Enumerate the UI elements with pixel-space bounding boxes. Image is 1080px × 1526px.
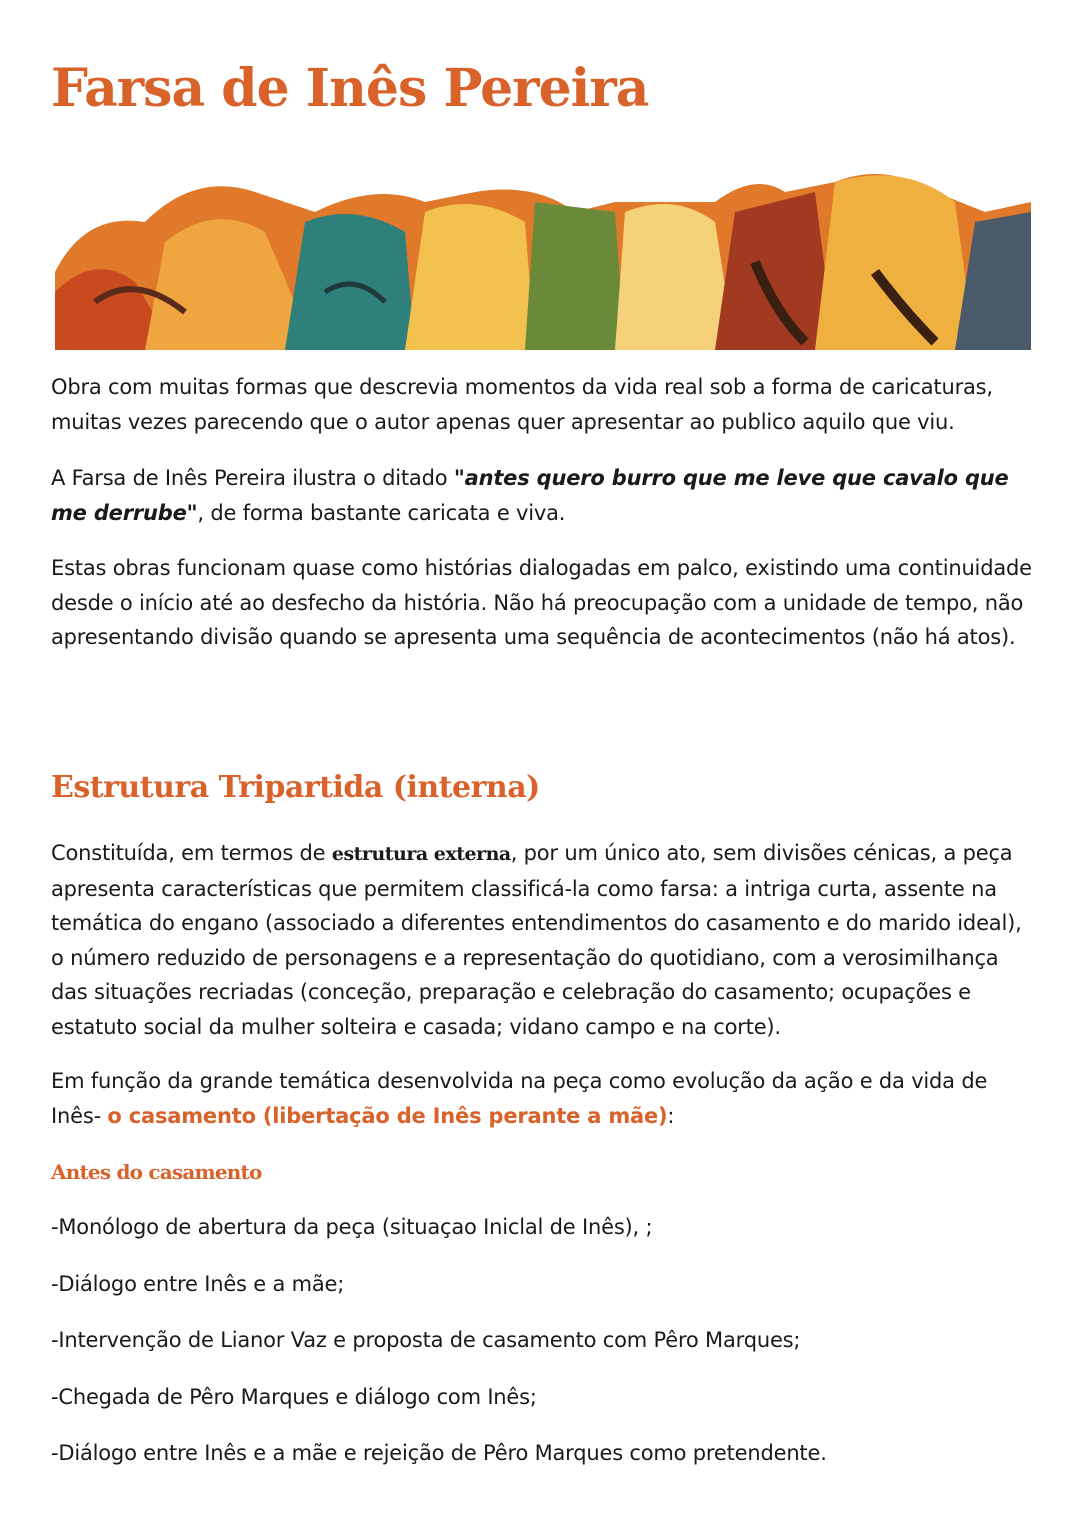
- list-item: -Diálogo entre Inês e a mãe e rejeição de Pêro Marques como pretendente.: [51, 1441, 827, 1465]
- p2-text: A Farsa de Inês Pereira ilustra o ditado: [51, 466, 454, 490]
- s2-text: Em função da grande temática desenvolvida na peça como evolução da ação e da vida de Inês-: [51, 1069, 988, 1128]
- section-paragraph-2: [51, 1064, 1036, 1133]
- s2-text-end: :: [667, 1103, 675, 1128]
- highlight-text: o casamento (libertação de Inês perante a mãe): [107, 1103, 668, 1128]
- page-title: Farsa de Inês Pereira: [51, 58, 649, 119]
- proverb-quote: "antes quero burro que me leve que cavalo que me derrube": [51, 466, 1009, 525]
- list-item: -Intervenção de Lianor Vaz e proposta de casamento com Pêro Marques;: [51, 1328, 801, 1352]
- subheading: Antes do casamento: [51, 1160, 262, 1184]
- list-item: -Monólogo de abertura da peça (situaçao Iniclal de Inês), ;: [51, 1215, 653, 1239]
- list-item: -Chegada de Pêro Marques e diálogo com Inês;: [51, 1385, 537, 1409]
- section-heading: Estrutura Tripartida (interna): [51, 770, 540, 805]
- p2-text-end: , de forma bastante caricata e viva.: [197, 500, 566, 525]
- s1-text-end: , por um único ato, sem divisões cénicas, a peça apresenta características que permitem classificá-la como farsa: a intriga curta, assente na temática do engano (associado a diferentes entendimentos do casamento e do marido ideal), o número reduzido de personagens e a representação do quotidiano, com a verosimilhança das situações recriadas (conceção, preparação e celebração do casamento; ocupações e estatuto social da mulher solteira e casada; vidano campo e na corte).: [51, 841, 1022, 1039]
- intro-paragraph-1: Obra com muitas formas que descrevia momentos da vida real sob a forma de caricaturas, muitas vezes parecendo que o autor apenas quer apresentar ao publico aquilo que viu.: [51, 375, 993, 434]
- intro-paragraph-3: Estas obras funcionam quase como histórias dialogadas em palco, existindo uma continuidade desde o início até ao desfecho da história. Não há preocupação com a unidade de tempo, não apresentando divisão quando se apresenta uma sequência de acontecimentos (não há atos).: [51, 556, 1032, 649]
- list-item: -Diálogo entre Inês e a mãe;: [51, 1272, 345, 1296]
- caricature-illustration: [55, 152, 1031, 350]
- intro-paragraph-2: [51, 461, 1036, 530]
- s1-text: Constituída, em termos de: [51, 841, 332, 865]
- section-paragraph-1: [51, 836, 1036, 1044]
- bold-term: estrutura externa: [331, 843, 511, 865]
